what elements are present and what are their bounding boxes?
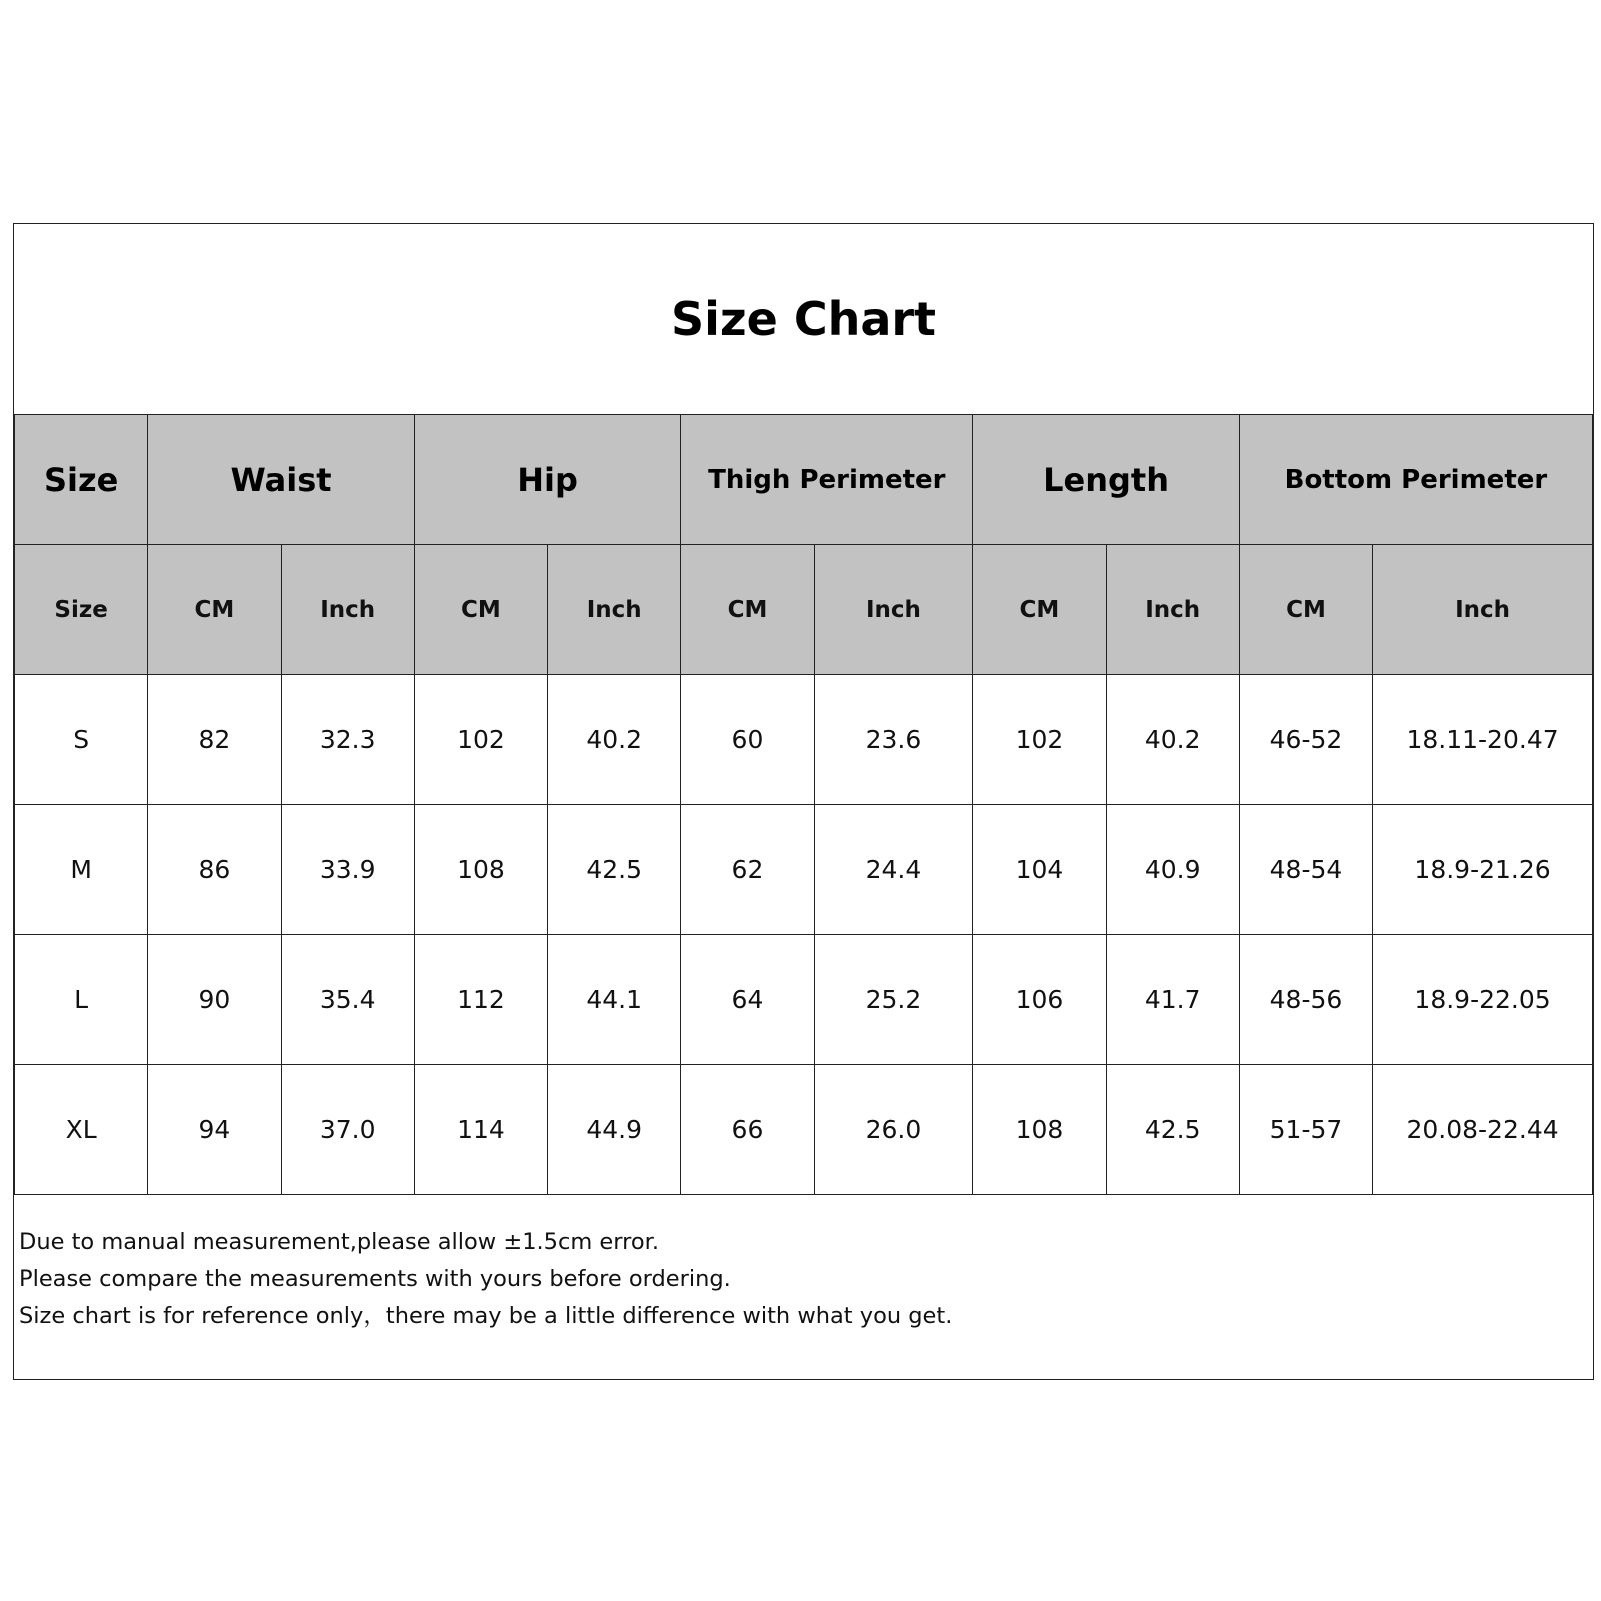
unit-header: Inch — [548, 545, 681, 675]
unit-header: Inch — [814, 545, 973, 675]
table-cell: 108 — [414, 805, 547, 935]
table-cell: 51-57 — [1239, 1065, 1372, 1195]
table-cell: 114 — [414, 1065, 547, 1195]
table-cell: 42.5 — [548, 805, 681, 935]
table-row — [15, 935, 1593, 1065]
unit-header: CM — [973, 545, 1106, 675]
table-cell: 44.1 — [548, 935, 681, 1065]
table-cell: 26.0 — [814, 1065, 973, 1195]
unit-header: Size — [15, 545, 148, 675]
table-cell: 25.2 — [814, 935, 973, 1065]
table-cell: 64 — [681, 935, 814, 1065]
group-header-hip: Hip — [414, 415, 681, 545]
table-cell: 41.7 — [1106, 935, 1239, 1065]
table-cell: 37.0 — [281, 1065, 414, 1195]
table-cell: 33.9 — [281, 805, 414, 935]
table-cell: 90 — [148, 935, 281, 1065]
table-cell: XL — [15, 1065, 148, 1195]
table-cell: 40.2 — [1106, 675, 1239, 805]
note-line: Please compare the measurements with yours before ordering. — [19, 1266, 731, 1292]
unit-header: CM — [1239, 545, 1372, 675]
unit-header: CM — [414, 545, 547, 675]
table-cell: 82 — [148, 675, 281, 805]
table-cell: L — [15, 935, 148, 1065]
unit-header: CM — [681, 545, 814, 675]
table-cell: 86 — [148, 805, 281, 935]
table-cell: 40.9 — [1106, 805, 1239, 935]
group-header-length: Length — [973, 415, 1240, 545]
table-cell: 106 — [973, 935, 1106, 1065]
table-cell: 48-56 — [1239, 935, 1372, 1065]
unit-header-row — [15, 545, 1593, 675]
table-cell: 60 — [681, 675, 814, 805]
unit-header: CM — [148, 545, 281, 675]
table-cell: S — [15, 675, 148, 805]
unit-header: Inch — [1106, 545, 1239, 675]
table-cell: 102 — [973, 675, 1106, 805]
table-cell: 104 — [973, 805, 1106, 935]
table-cell: 112 — [414, 935, 547, 1065]
table-cell: 62 — [681, 805, 814, 935]
chart-title: Size Chart — [670, 292, 937, 346]
group-header-size: Size — [15, 415, 148, 545]
note-line: Size chart is for reference only，there may be a little difference with what you get. — [19, 1303, 953, 1329]
table-cell: 46-52 — [1239, 675, 1372, 805]
table-cell: 32.3 — [281, 675, 414, 805]
group-header-thigh-perimeter: Thigh Perimeter — [681, 415, 973, 545]
table-cell: 40.2 — [548, 675, 681, 805]
table-row — [15, 675, 1593, 805]
size-table — [14, 414, 1593, 1195]
unit-header: Inch — [1373, 545, 1593, 675]
table-cell: 44.9 — [548, 1065, 681, 1195]
unit-header: Inch — [281, 545, 414, 675]
table-cell: 94 — [148, 1065, 281, 1195]
group-header-row — [15, 415, 1593, 545]
table-cell: 108 — [973, 1065, 1106, 1195]
table-cell: 102 — [414, 675, 547, 805]
note-line: Due to manual measurement,please allow ±1.5cm error. — [19, 1229, 659, 1255]
table-cell: 66 — [681, 1065, 814, 1195]
table-cell: 18.9-21.26 — [1373, 805, 1593, 935]
table-cell: 18.9-22.05 — [1373, 935, 1593, 1065]
table-cell: 35.4 — [281, 935, 414, 1065]
group-header-bottom-perimeter: Bottom Perimeter — [1239, 415, 1592, 545]
notes — [19, 1224, 1579, 1335]
table-row — [15, 1065, 1593, 1195]
size-chart-frame — [13, 223, 1594, 1380]
table-cell: 18.11-20.47 — [1373, 675, 1593, 805]
table-cell: 24.4 — [814, 805, 973, 935]
table-cell: M — [15, 805, 148, 935]
table-cell: 20.08-22.44 — [1373, 1065, 1593, 1195]
group-header-waist: Waist — [148, 415, 415, 545]
table-cell: 23.6 — [814, 675, 973, 805]
table-cell: 42.5 — [1106, 1065, 1239, 1195]
table-cell: 48-54 — [1239, 805, 1372, 935]
table-row — [15, 805, 1593, 935]
